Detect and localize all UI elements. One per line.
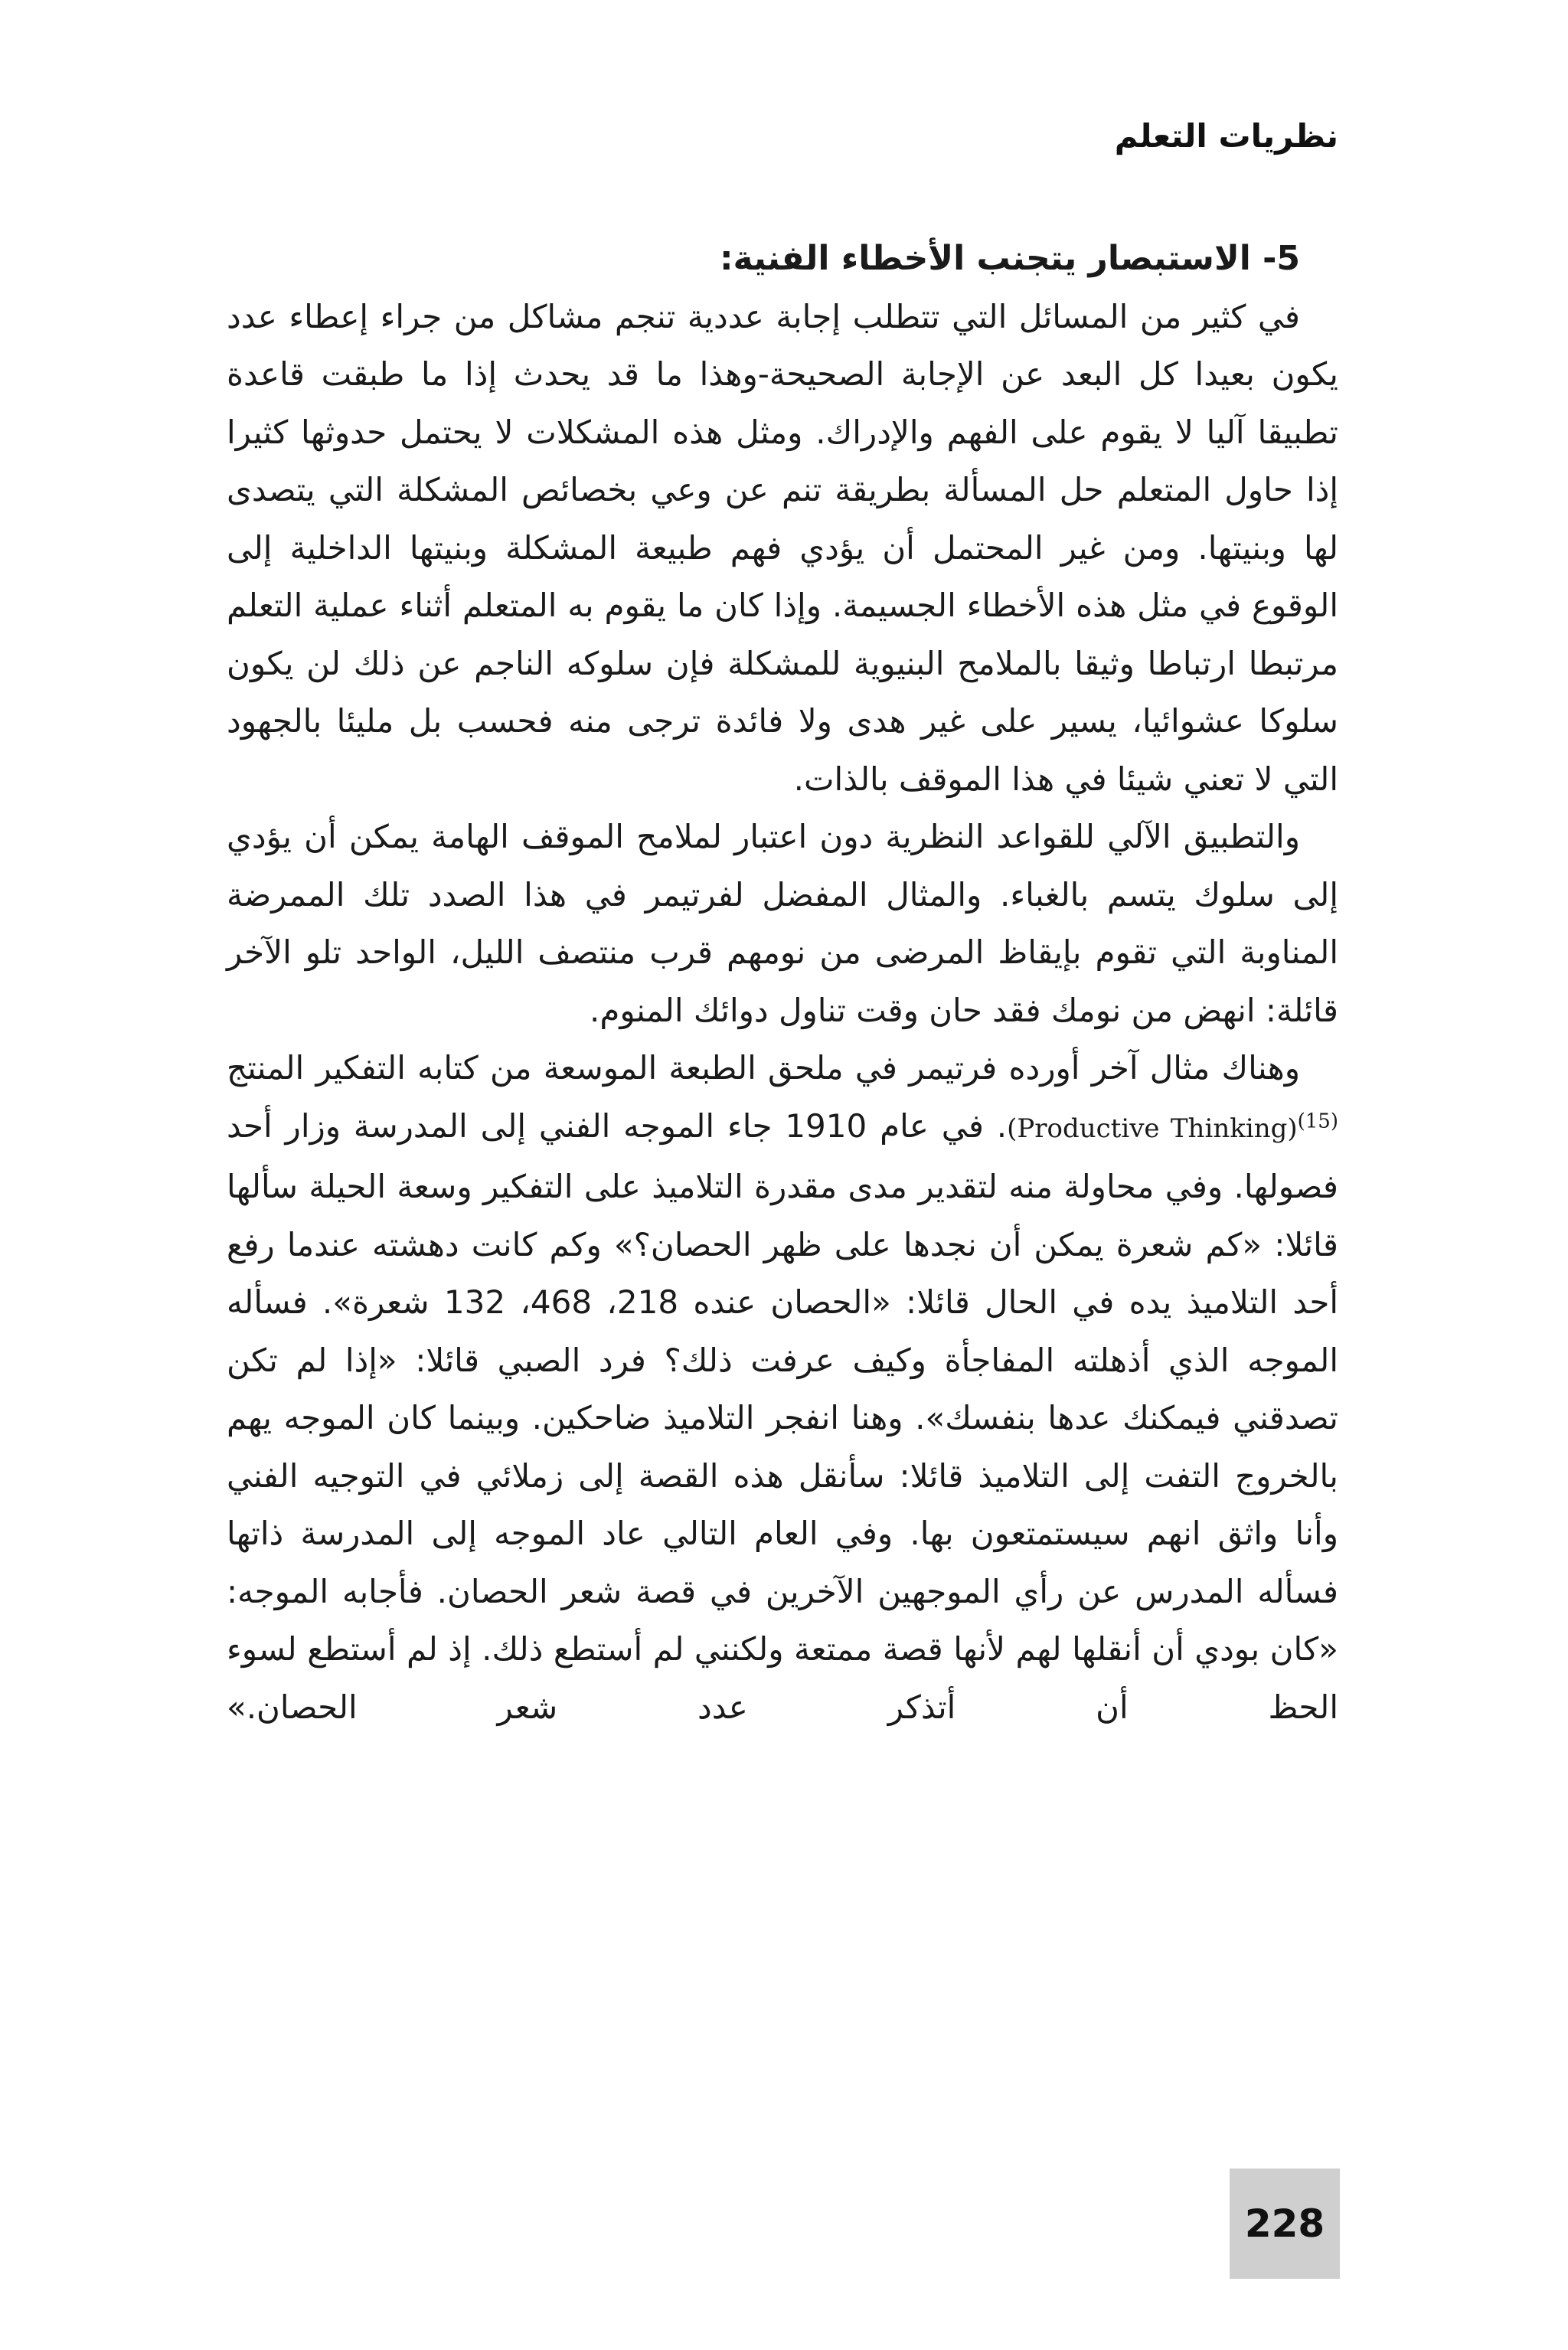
- paragraph-3: [227, 1039, 1338, 1736]
- page-number-box: [1230, 2169, 1340, 2279]
- body-text: [227, 230, 1338, 1736]
- paragraph-3-part-2: . في عام 1910 جاء الموجه الفني إلى المدرسة وزار أحد فصولها. وفي محاولة منه لتقدير مدى مقدرة التلاميذ على التفكير وسعة الحيلة سألها قائلا: «كم شعرة يمكن أن نجدها على ظهر الحصان؟» وكم كانت دهشته عندما رفع أحد التلاميذ يده في الحال قائلا: «الحصان عنده 218، 468، 132 شعرة». فسأله الموجه الذي أذهلته المفاجأة وكيف عرفت ذلك؟ فرد الصبي قائلا: «إذا لم تكن تصدقني فيمكنك عدها بنفسك». وهنا انفجر التلاميذ ضاحكين. وبينما كان الموجه يهم بالخروج التفت إلى التلاميذ قائلا: سأنقل هذه القصة إلى زملائي في التوجيه الفني وأنا واثق انهم سيستمتعون بها. وفي العام التالي عاد الموجه إلى المدرسة ذاتها فسأله المدرس عن رأي الموجهين الآخرين في قصة شعر الحصان. فأجابه الموجه: «كان بودي أن أنقلها لهم لأنها قصة ممتعة ولكنني لم أستطع ذلك. إذ لم أستطع لسوء الحظ أن أتذكر عدد شعر الحصان.»: [227, 1106, 1339, 1726]
- paragraph-3-part-1: وهناك مثال آخر أورده فرتيمر في ملحق الطبعة الموسعة من كتابه التفكير المنتج: [227, 1049, 1300, 1087]
- paragraph-1: في كثير من المسائل التي تتطلب إجابة عددية تنجم مشاكل من جراء إعطاء عدد يكون بعيدا كل البعد عن الإجابة الصحيحة-وهذا ما قد يحدث إذا ما طبقت قاعدة تطبيقا آليا لا يقوم على الفهم والإدراك. ومثل هذه المشكلات لا يحتمل حدوثها كثيرا إذا حاول المتعلم حل المسألة بطريقة تنم عن وعي بخصائص المشكلة التي يتصدى لها وبنيتها. ومن غير المحتمل أن يؤدي فهم طبيعة المشكلة وبنيتها الداخلية إلى الوقوع في مثل هذه الأخطاء الجسيمة. وإذا كان ما يقوم به المتعلم أثناء عملية التعلم مرتبطا ارتباطا وثيقا بالملامح البنيوية للمشكلة فإن سلوكه الناجم عن ذلك لن يكون سلوكا عشوائيا، يسير على غير هدى ولا فائدة ترجى منه فحسب بل مليئا بالجهود التي لا تعني شيئا في هذا الموقف بالذات.: [227, 297, 1338, 798]
- book-title-latin-text: (Productive Thinking): [1007, 1113, 1298, 1144]
- footnote-reference[interactable]: (15): [1297, 1110, 1338, 1133]
- book-title-latin: [1007, 1110, 1338, 1144]
- page-number: 228: [1244, 2201, 1325, 2246]
- running-header-title: نظريات التعلم: [1114, 117, 1338, 155]
- section-heading: 5- الاستبصار يتجنب الأخطاء الفنية:: [719, 239, 1300, 278]
- paragraph-2: والتطبيق الآلي للقواعد النظرية دون اعتبار لملامح الموقف الهامة يمكن أن يؤدي إلى سلوك يتسم بالغباء. والمثال المفضل لفرتيمر في هذا الصدد تلك الممرضة المناوبة التي تقوم بإيقاظ المرضى من نومهم قرب منتصف الليل، الواحد تلو الآخر قائلة: انهض من نومك فقد حان وقت تناول دوائك المنوم.: [227, 818, 1338, 1029]
